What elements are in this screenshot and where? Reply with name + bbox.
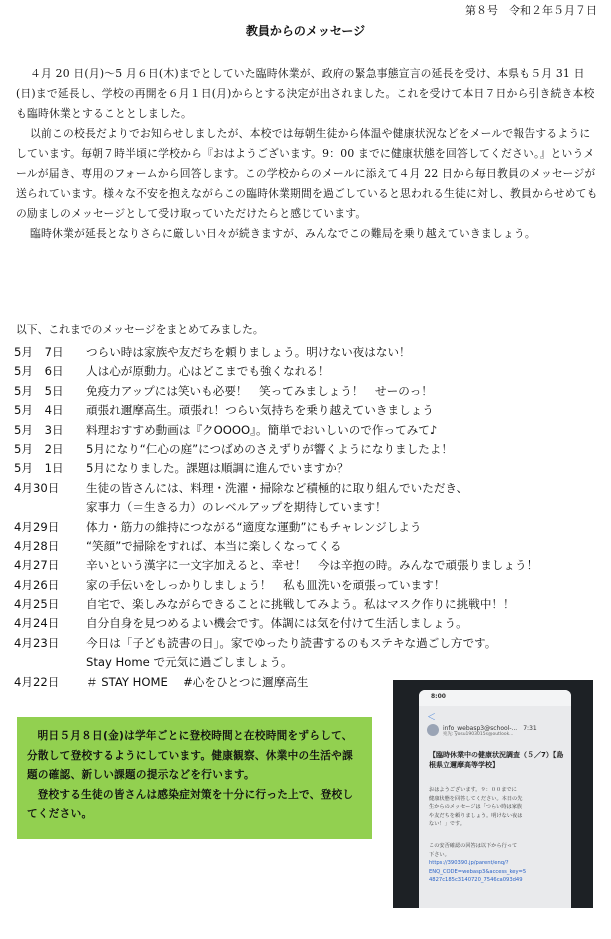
message-date: 4月24日 bbox=[14, 616, 60, 631]
message-date: 4月23日 bbox=[14, 635, 60, 650]
email-body: おはようございます。９：００までに 健康状態を回答してください。本日の先 生からのメッセージは「つらい時は家族 や友だちを頼りましょう。明けない夜は ない！」です。 bbox=[429, 787, 523, 828]
message-date: 5月 3日 bbox=[14, 422, 64, 437]
email-recipient: 宛先: yosu1903015s@outlook... bbox=[443, 732, 514, 737]
list-item bbox=[14, 556, 554, 575]
notice-paragraph: 登校する生徒の皆さんは感染症対策を十分に行った上で、登校してください。 bbox=[27, 788, 354, 821]
intro-paragraph: 以前この校長だよりでお知らせしましたが、本校では毎朝生徒から体温や健康状況などをメールで報告するようにしています。毎朝７時半頃に学校から『おはようございます。9：00 までに健康状態を回答してください。』というメールが届き、専用のフォームから回答します。この学校からのメールに添えて４月 22 日から毎日教員のメッセージが送られています。様々な不安を抱えながらこの臨時休業期間を過ごしていると思われる生徒に対し、教員からせめてもの励ましのメッセージとして受け取っていただけたらと感じています。 bbox=[16, 127, 598, 220]
message-date: 4月27日 bbox=[14, 558, 60, 573]
message-text: つらい時は家族や友だちを頼りましょう。明けない夜はない！ bbox=[86, 345, 411, 359]
message-text: ＃ STAY HOME #心をひとつに邇摩高生 bbox=[86, 674, 309, 689]
email-time: 7:31 bbox=[523, 725, 537, 732]
back-icon: ＜ bbox=[427, 713, 437, 723]
message-text: 体力・筋力の維持につながる“適度な運動”にもチャレンジしよう bbox=[86, 519, 422, 534]
list-lead: 以下、これまでのメッセージをまとめてみました。 bbox=[16, 323, 264, 336]
message-date: 5月 7日 bbox=[14, 345, 64, 359]
phone-screen bbox=[419, 690, 571, 908]
notice-box bbox=[17, 717, 372, 839]
message-date: 5月 5日 bbox=[14, 383, 64, 398]
list-item bbox=[14, 459, 554, 478]
phone-photo bbox=[393, 680, 593, 908]
message-date: 5月 4日 bbox=[14, 403, 64, 418]
message-text: 頑張れ邇摩高生。頑張れ！つらい気持ちを乗り越えていきましょう bbox=[86, 403, 434, 418]
message-date: 4月26日 bbox=[14, 577, 60, 592]
message-line: Stay Home で元気に過ごしましょう。 bbox=[86, 655, 293, 670]
message-line: 生徒の皆さんには、料理・洗濯・掃除など積極的に取り組んでいただき、 bbox=[86, 480, 469, 495]
message-text: 5月になりました。課題は順調に進んでいますか？ bbox=[86, 461, 349, 476]
message-line: 家事力（＝生きる力）のレベルアップを期待しています！ bbox=[86, 500, 387, 515]
intro-paragraph: ４月 20 日(月)～5 月６日(木)までとしていた臨時休業が、政府の緊急事態宣言の延長を受け、本県も５月 31 日(日)まで延長し、学校の再開を６月１日(月)からとする決定が出されました。これを受けて本日７日から引き続き本校も臨時休業とすることとしました。 bbox=[16, 67, 595, 120]
email-footer: この安否確認の回答は以下から行って 下さい。 https://390390.jp/parent/enq/? ENQ_CODE=webasp3&access_key=5 4827c185c3140720_7546ca093d49 bbox=[429, 842, 565, 885]
list-item bbox=[14, 634, 554, 673]
message-date: 4月30日 bbox=[14, 480, 60, 495]
list-item bbox=[14, 518, 554, 537]
message-text: 5月になり“仁心の庭”につばめのさえずりが響くようになりましたよ！ bbox=[86, 441, 453, 456]
list-item bbox=[14, 343, 554, 362]
message-date: 5月 1日 bbox=[14, 461, 64, 476]
message-list bbox=[14, 343, 554, 692]
page-title: 教員からのメッセージ bbox=[245, 24, 366, 38]
issue-date: 第８号 令和２年５月７日 bbox=[465, 4, 597, 17]
message-text: 自宅で、楽しみながらできることに挑戦してみよう。私はマスク作りに挑戦中！！ bbox=[86, 597, 515, 612]
message-date: 4月28日 bbox=[14, 538, 60, 553]
list-item bbox=[14, 595, 554, 614]
list-item bbox=[14, 576, 554, 595]
message-date: 4月25日 bbox=[14, 597, 60, 612]
list-item bbox=[14, 440, 554, 459]
message-line: 今日は「子ども読書の日」。家でゆったり読書するのもステキな過ごし方です。 bbox=[86, 635, 497, 650]
list-item bbox=[14, 362, 554, 381]
message-date: 4月22日 bbox=[14, 674, 60, 689]
message-text: 人は心が原動力。心はどこまでも強くなれる！ bbox=[86, 364, 330, 379]
email-link: https://390390.jp/parent/enq/? bbox=[429, 860, 509, 867]
list-item bbox=[14, 537, 554, 556]
message-text: 料理おすすめ動画は『クOOOO』。簡単でおいしいので作ってみて♪ bbox=[86, 422, 438, 437]
message-date: 5月 6日 bbox=[14, 364, 64, 379]
message-text: 家の手伝いをしっかりしましょう！ 私も皿洗いを頑張っています！ bbox=[86, 577, 446, 592]
message-text bbox=[86, 634, 554, 673]
intro-text bbox=[16, 64, 600, 244]
email-sender: info_webasp3@school-... 7:31 bbox=[443, 725, 537, 732]
list-item bbox=[14, 401, 554, 420]
status-time: 8:00 bbox=[431, 693, 446, 700]
list-item bbox=[14, 479, 554, 518]
intro-paragraph: 臨時休業が延長となりさらに厳しい日々が続きますが、みんなでこの難局を乗り越えていきましょう。 bbox=[30, 227, 536, 240]
message-text bbox=[86, 479, 554, 518]
list-item bbox=[14, 614, 554, 633]
avatar bbox=[427, 724, 439, 736]
message-text: 辛いという漢字に一文字加えると、幸せ！ 今は辛抱の時。みんなで頑張りましょう！ bbox=[86, 558, 539, 573]
email-link: ENQ_CODE=webasp3&access_key=5 bbox=[429, 868, 527, 875]
message-date: 4月29日 bbox=[14, 519, 60, 534]
message-text: “笑顔”で掃除をすれば、本当に楽しくなってくる bbox=[86, 538, 342, 553]
message-text: 免疫力アップには笑いも必要！ 笑ってみましょう！ せーのっ！ bbox=[86, 383, 433, 398]
list-item bbox=[14, 421, 554, 440]
status-bar bbox=[419, 690, 571, 706]
notice-paragraph: 明日５月８日(金)は学年ごとに登校時間と在校時間をずらして、分散して登校するようにしています。健康観察、休業中の生活や課題の確認、新しい課題の提示などを行います。 bbox=[27, 730, 353, 782]
list-item bbox=[14, 382, 554, 401]
email-link: 4827c185c3140720_7546ca093d49 bbox=[429, 877, 523, 884]
message-date: 5月 2日 bbox=[14, 441, 64, 456]
email-subject: 【臨時休業中の健康状況調査（５／7）【島根県立邇摩高等学校】 bbox=[429, 751, 564, 769]
message-text: 自分自身を見つめるよい機会です。体調には気を付けて生活しましょう。 bbox=[86, 616, 468, 631]
